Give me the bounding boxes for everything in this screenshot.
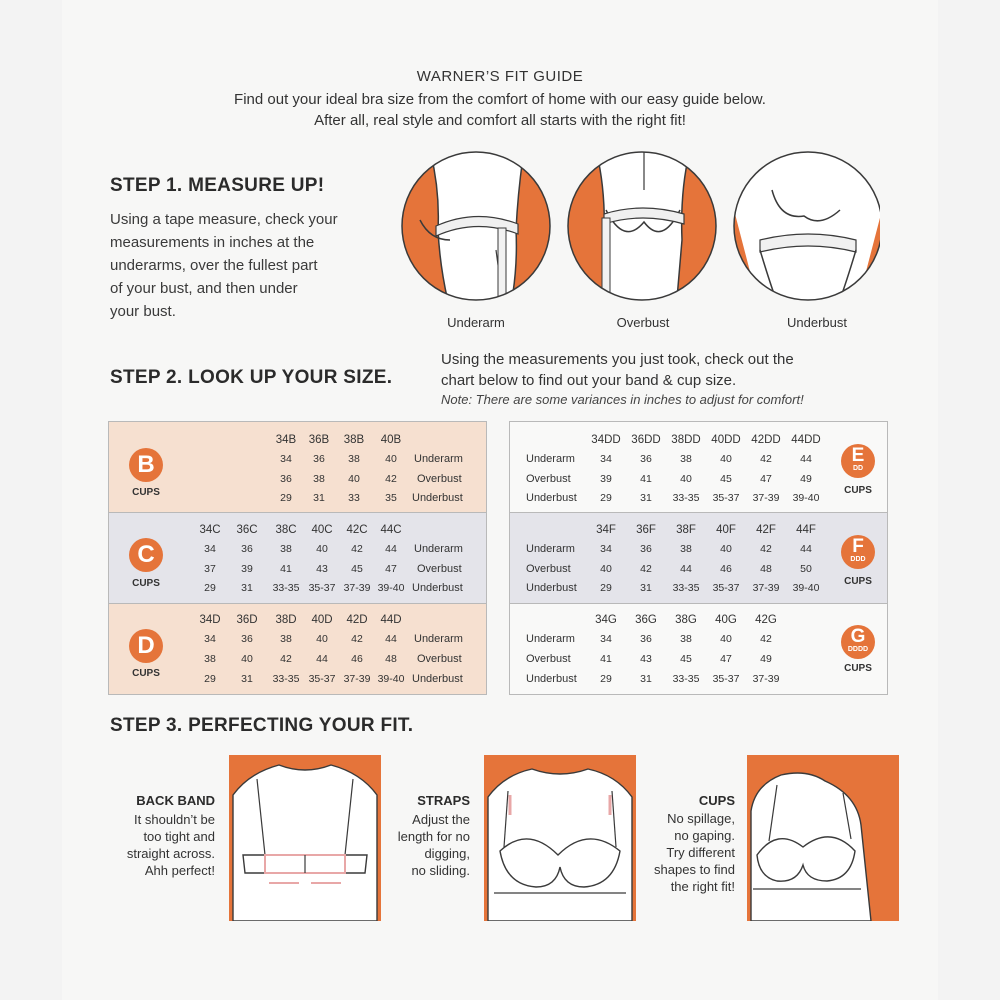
size-cell: 46 — [720, 563, 732, 575]
size-cell: 33-35 — [672, 582, 700, 594]
size-cell: 33-35 — [672, 673, 700, 685]
size-header: 44F — [796, 524, 816, 536]
size-header: 38B — [343, 434, 365, 446]
size-cell: 38 — [680, 453, 692, 465]
size-cell: 29 — [600, 492, 612, 504]
badge-e: E — [841, 444, 875, 478]
size-header: 42G — [755, 614, 777, 626]
size-cell: 40 — [680, 473, 692, 485]
size-cell: 36 — [241, 543, 253, 555]
row-label-overbust: Overbust — [526, 473, 571, 485]
size-cell: 35-37 — [308, 582, 336, 594]
step1-body — [110, 208, 400, 323]
badge-c: C — [129, 538, 163, 572]
step3-title: STEP 3. PERFECTING YOUR FIT. — [110, 715, 414, 736]
caption-underarm: Underarm — [447, 315, 505, 330]
size-cell: 40 — [316, 543, 328, 555]
size-cell: 31 — [241, 673, 253, 685]
row-label-underarm: Underarm — [526, 543, 575, 555]
size-chart-left — [108, 421, 487, 695]
size-cell: 39 — [241, 563, 253, 575]
intro-line-1: Find out your ideal bra size from the comfort of home with our easy guide below. — [234, 91, 766, 108]
row-label-overbust: Overbust — [417, 563, 462, 575]
size-cell: 42 — [760, 543, 772, 555]
size-cell: 29 — [204, 582, 216, 594]
row-label-underarm: Underarm — [414, 633, 463, 645]
size-header: 40C — [311, 524, 333, 536]
size-header: 34B — [275, 434, 297, 446]
row-label-underarm: Underarm — [526, 453, 575, 465]
size-cell: 40 — [316, 633, 328, 645]
caption-underbust: Underbust — [787, 315, 847, 330]
size-cell: 44 — [800, 453, 812, 465]
step1-line: Using a tape measure, check your — [110, 211, 338, 228]
size-cell: 44 — [680, 563, 692, 575]
row-label-underbust: Underbust — [526, 673, 577, 685]
cups-title: CUPS — [698, 793, 735, 808]
row-label-underbust: Underbust — [412, 492, 463, 504]
size-cell: 38 — [280, 633, 292, 645]
size-cell: 38 — [680, 543, 692, 555]
badge-f-sub: DDD — [850, 556, 866, 563]
size-header: 40F — [716, 524, 736, 536]
row-label-overbust: Overbust — [417, 653, 462, 665]
step1-title: STEP 1. MEASURE UP! — [110, 175, 325, 196]
size-cell: 42 — [385, 473, 397, 485]
straps-line: Adjust the — [412, 812, 470, 827]
size-header: 40D — [311, 614, 333, 626]
caption-overbust: Overbust — [616, 315, 670, 330]
row-label-underbust: Underbust — [412, 582, 463, 594]
straps-line: length for no — [397, 829, 470, 844]
size-cell: 35-37 — [712, 673, 740, 685]
size-cell: 38 — [680, 633, 692, 645]
size-cell: 42 — [640, 563, 652, 575]
size-header: 38F — [676, 524, 696, 536]
size-cell: 37-39 — [343, 673, 371, 685]
size-header: 42DD — [751, 434, 781, 446]
size-cell: 40 — [720, 633, 732, 645]
size-header: 44DD — [791, 434, 821, 446]
straps-title: STRAPS — [417, 793, 470, 808]
back-band-title: BACK BAND — [136, 793, 215, 808]
size-cell: 37 — [204, 563, 216, 575]
size-cell: 47 — [720, 653, 732, 665]
back-band-line: too tight and — [143, 829, 215, 844]
size-cell: 42 — [351, 633, 363, 645]
straps-line: digging, — [424, 846, 470, 861]
size-cell: 35 — [385, 492, 397, 504]
size-cell: 36 — [280, 473, 292, 485]
size-cell: 34 — [600, 453, 612, 465]
size-header: 38C — [275, 524, 297, 536]
row-label-underbust: Underbust — [412, 673, 463, 685]
size-cell: 41 — [640, 473, 652, 485]
size-header: 34F — [596, 524, 616, 536]
size-cell: 42 — [760, 633, 772, 645]
straps-text — [372, 811, 470, 879]
size-cell: 48 — [760, 563, 772, 575]
cups-line: shapes to find — [654, 862, 735, 877]
step2-title: STEP 2. LOOK UP YOUR SIZE. — [110, 367, 393, 388]
intro-line-2: After all, real style and comfort all starts with the right fit! — [314, 112, 686, 129]
size-cell: 44 — [385, 633, 397, 645]
back-band-text — [100, 811, 215, 879]
cups-label: CUPS — [844, 663, 872, 674]
row-label-underbust: Underbust — [526, 582, 577, 594]
row-label-underarm: Underarm — [526, 633, 575, 645]
size-cell: 38 — [204, 653, 216, 665]
size-header: 36B — [308, 434, 330, 446]
size-cell: 45 — [351, 563, 363, 575]
cups-line: the right fit! — [670, 879, 735, 894]
size-cell: 37-39 — [752, 582, 780, 594]
size-cell: 41 — [280, 563, 292, 575]
step1-line: your bust. — [110, 303, 176, 320]
back-band-line: straight across. — [126, 846, 215, 861]
cups-label: CUPS — [132, 668, 160, 679]
cups-text — [630, 810, 735, 895]
size-cell: 31 — [241, 582, 253, 594]
size-cell: 34 — [280, 453, 292, 465]
size-cell: 35-37 — [712, 492, 740, 504]
size-header: 36C — [236, 524, 258, 536]
size-header: 38D — [275, 614, 297, 626]
size-header: 36F — [636, 524, 656, 536]
size-cell: 31 — [640, 673, 652, 685]
badge-g-sub: DDDD — [847, 646, 869, 653]
size-cell: 36 — [640, 543, 652, 555]
cups-label: CUPS — [844, 485, 872, 496]
badge-b: B — [129, 448, 163, 482]
cups-label: CUPS — [132, 578, 160, 589]
size-header: 42C — [346, 524, 368, 536]
size-header: 38G — [675, 614, 697, 626]
size-header: 42F — [756, 524, 776, 536]
size-cell: 50 — [800, 563, 812, 575]
row-label-underbust: Underbust — [526, 492, 577, 504]
size-header: 34DD — [591, 434, 621, 446]
size-cell: 40 — [600, 563, 612, 575]
size-cell: 40 — [720, 543, 732, 555]
size-cell: 37-39 — [752, 673, 780, 685]
size-cell: 36 — [640, 633, 652, 645]
back-band-line: It shouldn’t be — [134, 812, 215, 827]
size-header: 36DD — [631, 434, 661, 446]
size-cell: 29 — [280, 492, 292, 504]
size-header: 36D — [236, 614, 258, 626]
size-header: 34G — [595, 614, 617, 626]
badge-g: G — [841, 625, 875, 659]
size-cell: 31 — [313, 492, 325, 504]
size-cell: 45 — [720, 473, 732, 485]
row-label-overbust: Overbust — [526, 653, 571, 665]
size-cell: 39-40 — [377, 582, 405, 594]
cups-line: No spillage, — [667, 811, 735, 826]
size-cell: 34 — [600, 543, 612, 555]
size-cell: 33-35 — [272, 582, 300, 594]
size-header: 38DD — [671, 434, 701, 446]
size-cell: 33 — [348, 492, 360, 504]
size-cell: 42 — [280, 653, 292, 665]
size-cell: 39-40 — [377, 673, 405, 685]
size-cell: 33-35 — [272, 673, 300, 685]
size-cell: 31 — [640, 582, 652, 594]
size-cell: 33-35 — [672, 492, 700, 504]
step2-text-1: Using the measurements you just took, check out the — [441, 351, 794, 368]
row-label-overbust: Overbust — [417, 473, 462, 485]
cups-label: CUPS — [844, 576, 872, 587]
step2-text-2: chart below to find out your band & cup size. — [441, 372, 737, 389]
cups-illustration — [747, 755, 899, 921]
size-cell: 49 — [800, 473, 812, 485]
size-header: 40DD — [711, 434, 741, 446]
size-cell: 31 — [640, 492, 652, 504]
size-cell: 38 — [280, 543, 292, 555]
size-cell: 45 — [680, 653, 692, 665]
size-cell: 44 — [316, 653, 328, 665]
back-band-line: Ahh perfect! — [144, 863, 215, 878]
size-header: 42D — [346, 614, 368, 626]
size-cell: 40 — [720, 453, 732, 465]
cups-line: no gaping. — [674, 828, 735, 843]
size-cell: 29 — [600, 582, 612, 594]
size-cell: 49 — [760, 653, 772, 665]
step1-line: of your bust, and then under — [110, 280, 298, 297]
cups-label: CUPS — [132, 487, 160, 498]
size-cell: 48 — [385, 653, 397, 665]
size-header: 34D — [199, 614, 221, 626]
size-cell: 29 — [204, 673, 216, 685]
straps-illustration — [484, 755, 636, 921]
size-cell: 34 — [600, 633, 612, 645]
size-cell: 47 — [385, 563, 397, 575]
underbust-illustration — [732, 150, 880, 310]
size-cell: 38 — [348, 453, 360, 465]
size-cell: 37-39 — [752, 492, 780, 504]
size-cell: 34 — [204, 543, 216, 555]
size-header: 44C — [380, 524, 402, 536]
size-header: 40B — [380, 434, 402, 446]
step2-note: Note: There are some variances in inches to adjust for comfort! — [441, 392, 804, 407]
size-header: 36G — [635, 614, 657, 626]
size-cell: 43 — [640, 653, 652, 665]
size-cell: 29 — [600, 673, 612, 685]
size-cell: 35-37 — [712, 582, 740, 594]
size-cell: 39 — [600, 473, 612, 485]
size-cell: 36 — [313, 453, 325, 465]
size-cell: 35-37 — [308, 673, 336, 685]
size-cell: 38 — [313, 473, 325, 485]
size-cell: 44 — [385, 543, 397, 555]
size-cell: 39-40 — [792, 582, 820, 594]
size-cell: 42 — [351, 543, 363, 555]
size-cell: 40 — [241, 653, 253, 665]
size-cell: 47 — [760, 473, 772, 485]
step1-line: underarms, over the fullest part — [110, 257, 318, 274]
size-cell: 43 — [316, 563, 328, 575]
badge-e-sub: DD — [852, 465, 864, 472]
badge-d: D — [129, 629, 163, 663]
cups-line: Try different — [666, 845, 735, 860]
guide-title: WARNER’S FIT GUIDE — [416, 68, 584, 85]
badge-f: F — [841, 535, 875, 569]
back-band-illustration — [229, 755, 381, 921]
row-label-underarm: Underarm — [414, 453, 463, 465]
step1-line: measurements in inches at the — [110, 234, 315, 251]
size-cell: 34 — [204, 633, 216, 645]
size-cell: 36 — [640, 453, 652, 465]
size-cell: 40 — [348, 473, 360, 485]
size-cell: 46 — [351, 653, 363, 665]
size-cell: 42 — [760, 453, 772, 465]
size-cell: 37-39 — [343, 582, 371, 594]
row-label-underarm: Underarm — [414, 543, 463, 555]
row-label-overbust: Overbust — [526, 563, 571, 575]
size-header: 44D — [380, 614, 402, 626]
straps-line: no sliding. — [411, 863, 470, 878]
size-chart-right — [509, 421, 888, 695]
size-cell: 39-40 — [792, 492, 820, 504]
size-header: 34C — [199, 524, 221, 536]
size-cell: 41 — [600, 653, 612, 665]
size-cell: 40 — [385, 453, 397, 465]
size-header: 40G — [715, 614, 737, 626]
size-cell: 36 — [241, 633, 253, 645]
measurement-illustrations — [400, 150, 880, 310]
size-cell: 44 — [800, 543, 812, 555]
